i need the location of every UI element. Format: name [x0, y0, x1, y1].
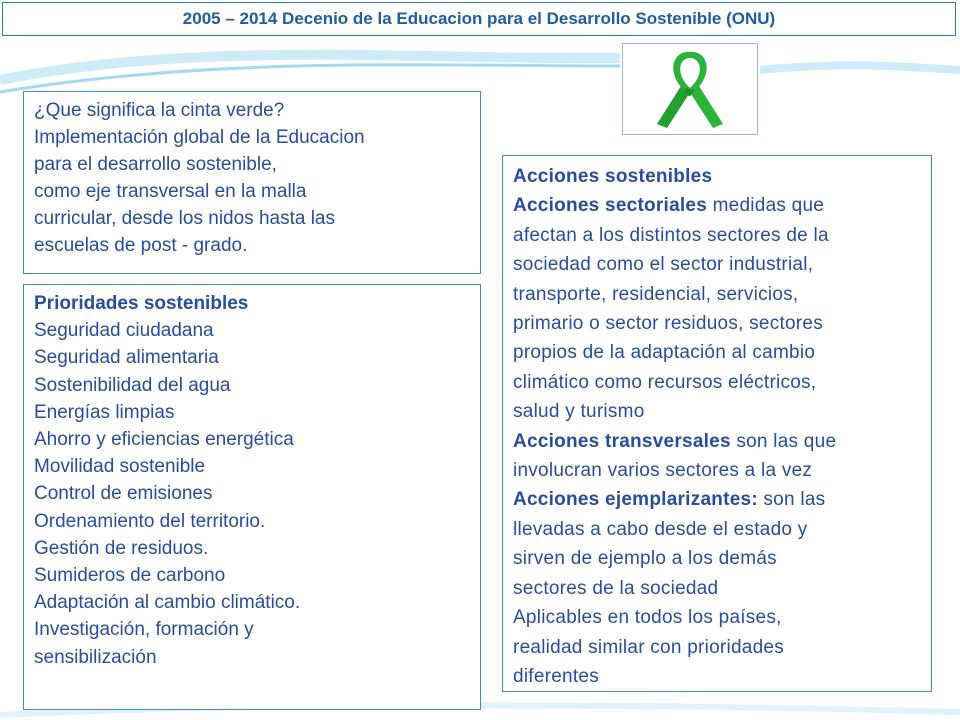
prioridad-item: Seguridad ciudadana	[34, 320, 214, 342]
prioridad-item: Adaptación al cambio climático.	[34, 592, 301, 614]
acciones-line: Aplicables en todos los países,	[513, 607, 782, 629]
sectoriales-line	[513, 191, 921, 220]
ejemplarizantes-label: Acciones ejemplarizantes:	[513, 489, 758, 511]
cinta-verde-box	[23, 91, 481, 274]
prioridad-item: Sumideros de carbono	[34, 565, 226, 587]
prioridad-item: Seguridad alimentaria	[34, 347, 219, 369]
prioridad-item: Control de emisiones	[34, 483, 213, 505]
ejemplarizantes-line	[513, 485, 921, 514]
ribbon-image-frame	[622, 43, 758, 135]
cinta-line: curricular, desde los nidos hasta las	[34, 208, 335, 229]
prioridad-item: Energías limpias	[34, 401, 175, 423]
transversales-text: son las que	[730, 430, 837, 452]
cinta-line: escuelas de post - grado.	[34, 235, 248, 256]
prioridad-item: Investigación, formación y	[34, 619, 254, 641]
acciones-line: realidad similar con prioridades	[513, 636, 784, 658]
acciones-line: sociedad como el sector industrial,	[513, 254, 814, 276]
cinta-line: para el desarrollo sostenible,	[34, 154, 277, 175]
cinta-heading: ¿Que significa la cinta verde?	[34, 100, 285, 121]
acciones-line: salud y turismo	[513, 401, 645, 423]
sectoriales-label: Acciones sectoriales	[513, 195, 708, 217]
prioridades-heading: Prioridades sostenibles	[34, 293, 249, 314]
acciones-line: involucran varios sectores a la vez	[513, 460, 813, 482]
sectoriales-text: medidas que	[707, 195, 825, 217]
acciones-line: sectores de la sociedad	[513, 577, 719, 599]
acciones-line: propios de la adaptación al cambio	[513, 342, 816, 364]
prioridad-item: Movilidad sostenible	[34, 456, 206, 478]
acciones-line: afectan a los distintos sectores de la	[513, 224, 829, 246]
acciones-line: llevadas a cabo desde el estado y	[513, 518, 808, 540]
cinta-line: Implementación global de la Educacion	[34, 127, 365, 148]
acciones-line: diferentes	[513, 665, 599, 687]
ejemplarizantes-text: son las	[757, 489, 826, 511]
acciones-heading: Acciones sostenibles	[513, 166, 713, 187]
prioridad-item: sensibilización	[34, 646, 157, 668]
page-title: 2005 – 2014 Decenio de la Educacion para el Desarrollo Sostenible (ONU)	[2, 2, 956, 36]
transversales-label: Acciones transversales	[513, 430, 731, 452]
prioridad-item: Ahorro y eficiencias energética	[34, 429, 294, 451]
prioridad-item: Sostenibilidad del agua	[34, 374, 231, 396]
acciones-line: climático como recursos eléctricos,	[513, 371, 817, 393]
acciones-line: sirven de ejemplo a los demás	[513, 548, 777, 570]
acciones-box	[502, 155, 932, 692]
transversales-line	[513, 427, 921, 456]
prioridades-box	[23, 284, 481, 710]
cinta-line: como eje transversal en la malla	[34, 181, 307, 202]
acciones-line: primario o sector residuos, sectores	[513, 313, 823, 335]
prioridad-item: Ordenamiento del territorio.	[34, 510, 266, 532]
prioridad-item: Gestión de residuos.	[34, 537, 209, 559]
green-ribbon-icon	[623, 44, 757, 134]
acciones-line: transporte, residencial, servicios,	[513, 283, 799, 305]
